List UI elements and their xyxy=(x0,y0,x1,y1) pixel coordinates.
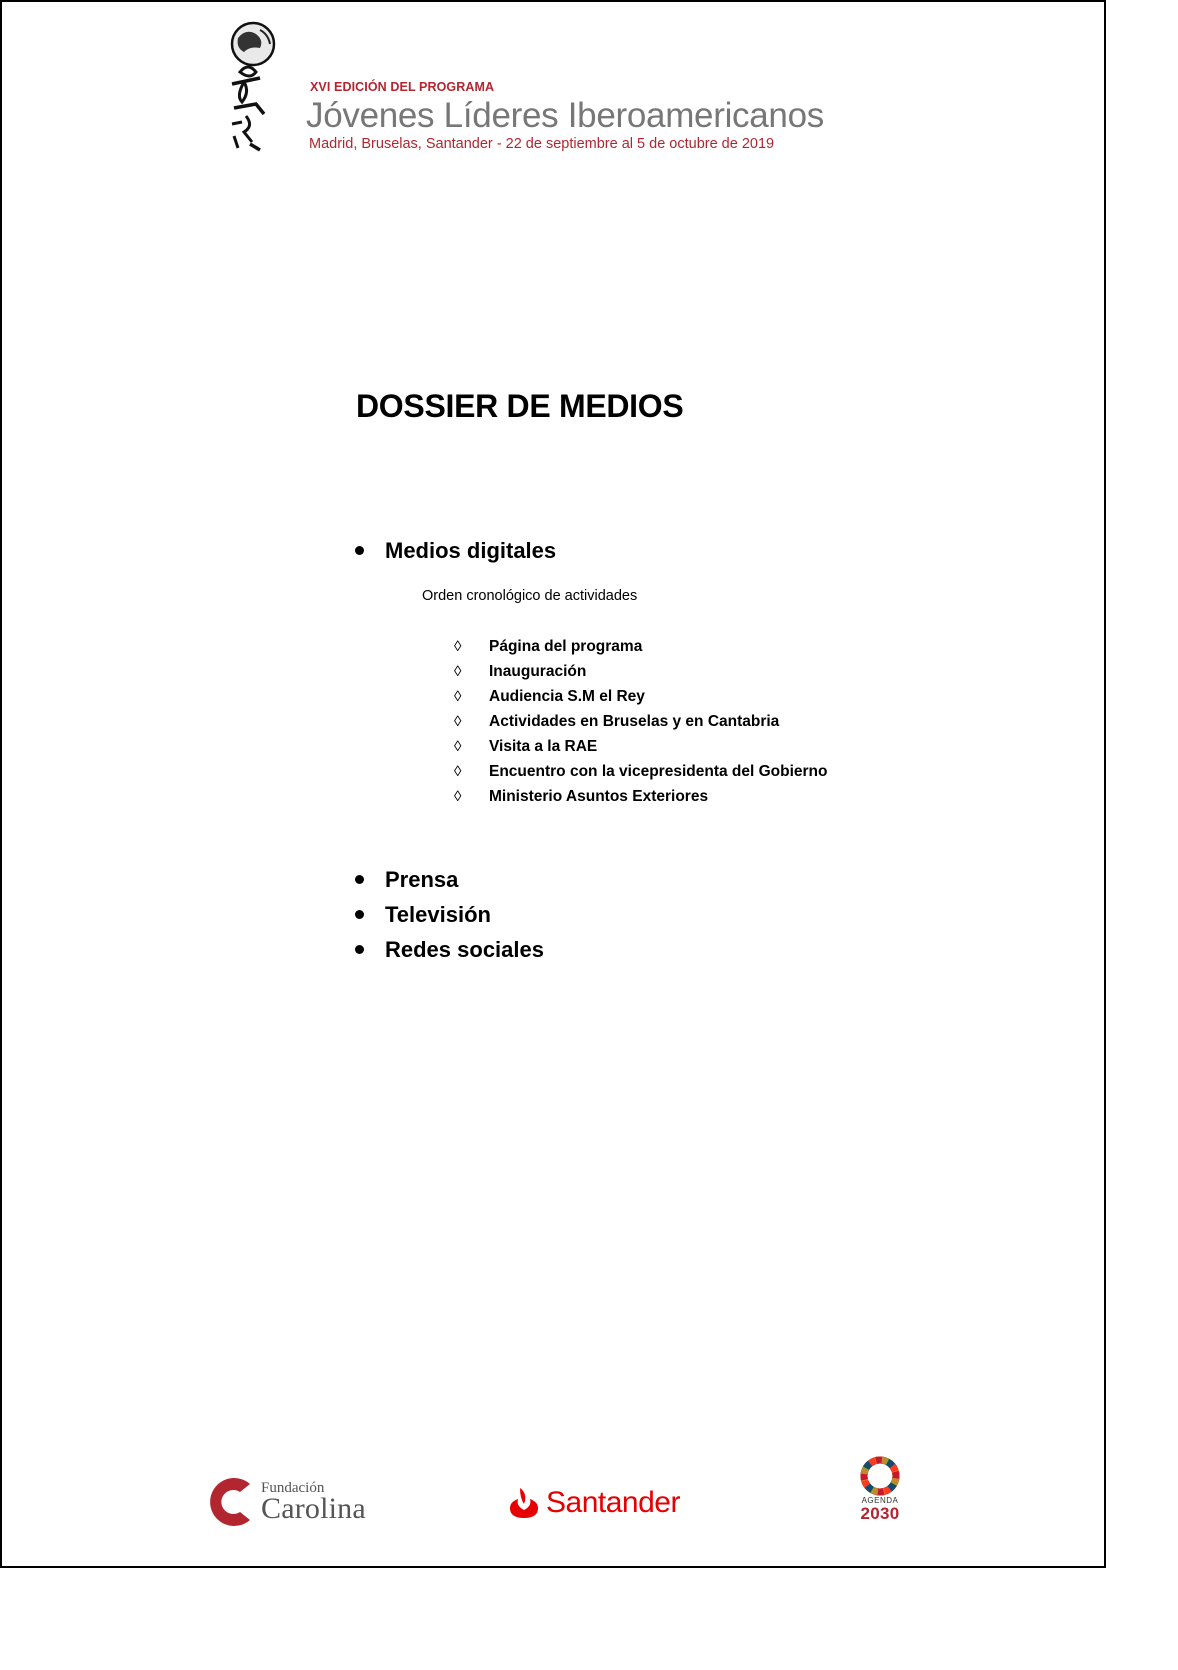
list-item-label: Página del programa xyxy=(489,638,643,655)
list-item xyxy=(454,787,828,812)
list-item xyxy=(454,687,828,712)
sdg-wheel-icon xyxy=(858,1454,902,1498)
agenda-year: 2030 xyxy=(860,1504,900,1523)
carolina-big-text: Carolina xyxy=(261,1492,366,1525)
section-prensa xyxy=(355,867,458,893)
list-item-label: Ministerio Asuntos Exteriores xyxy=(489,788,709,805)
list-item-label: Visita a la RAE xyxy=(489,738,598,755)
agenda-word: AGENDA xyxy=(861,1496,899,1505)
section-television xyxy=(355,902,491,928)
santander-logo xyxy=(506,1480,716,1530)
diamond-icon: ◊ xyxy=(454,663,462,680)
section-label: Medios digitales xyxy=(385,538,557,563)
diamond-icon: ◊ xyxy=(454,688,462,705)
diamond-icon: ◊ xyxy=(454,738,462,755)
program-title: Jóvenes Líderes Iberoamericanos xyxy=(306,96,824,135)
list-item-label: Inauguración xyxy=(489,663,587,680)
diamond-icon: ◊ xyxy=(454,788,462,805)
activities-list xyxy=(454,637,828,812)
carolina-small-text: Fundación xyxy=(261,1480,325,1496)
santander-text: Santander xyxy=(546,1486,680,1519)
list-item xyxy=(454,637,828,662)
list-item-label: Audiencia S.M el Rey xyxy=(489,688,645,705)
diamond-icon: ◊ xyxy=(454,763,462,780)
program-logo-icon xyxy=(220,18,284,154)
section-label: Televisión xyxy=(385,902,491,927)
list-item-label: Encuentro con la vicepresidenta del Gobierno xyxy=(489,763,828,780)
bullet-dot-icon xyxy=(355,945,364,954)
bullet-dot-icon xyxy=(355,875,364,884)
carolina-c-icon xyxy=(206,1474,256,1530)
document-title: DOSSIER DE MEDIOS xyxy=(356,388,684,424)
section-label: Redes sociales xyxy=(385,937,544,962)
list-item-label: Actividades en Bruselas y en Cantabria xyxy=(489,713,780,730)
bullet-dot-icon xyxy=(355,546,364,555)
section-label: Prensa xyxy=(385,867,459,892)
list-item xyxy=(454,737,828,762)
fundacion-carolina-logo xyxy=(206,1472,396,1532)
diamond-icon: ◊ xyxy=(454,638,462,655)
list-item xyxy=(454,662,828,687)
edition-label: XVI EDICIÓN DEL PROGRAMA xyxy=(310,80,495,94)
section-note: Orden cronológico de actividades xyxy=(422,588,638,604)
section-redes-sociales xyxy=(355,937,544,963)
agenda-2030-logo xyxy=(848,1454,912,1526)
section-medios-digitales xyxy=(355,538,556,564)
list-item xyxy=(454,762,828,787)
list-item xyxy=(454,712,828,737)
diamond-icon: ◊ xyxy=(454,713,462,730)
santander-flame-icon xyxy=(506,1484,542,1524)
bullet-dot-icon xyxy=(355,910,364,919)
program-subtitle: Madrid, Bruselas, Santander - 22 de septiembre al 5 de octubre de 2019 xyxy=(309,136,775,152)
